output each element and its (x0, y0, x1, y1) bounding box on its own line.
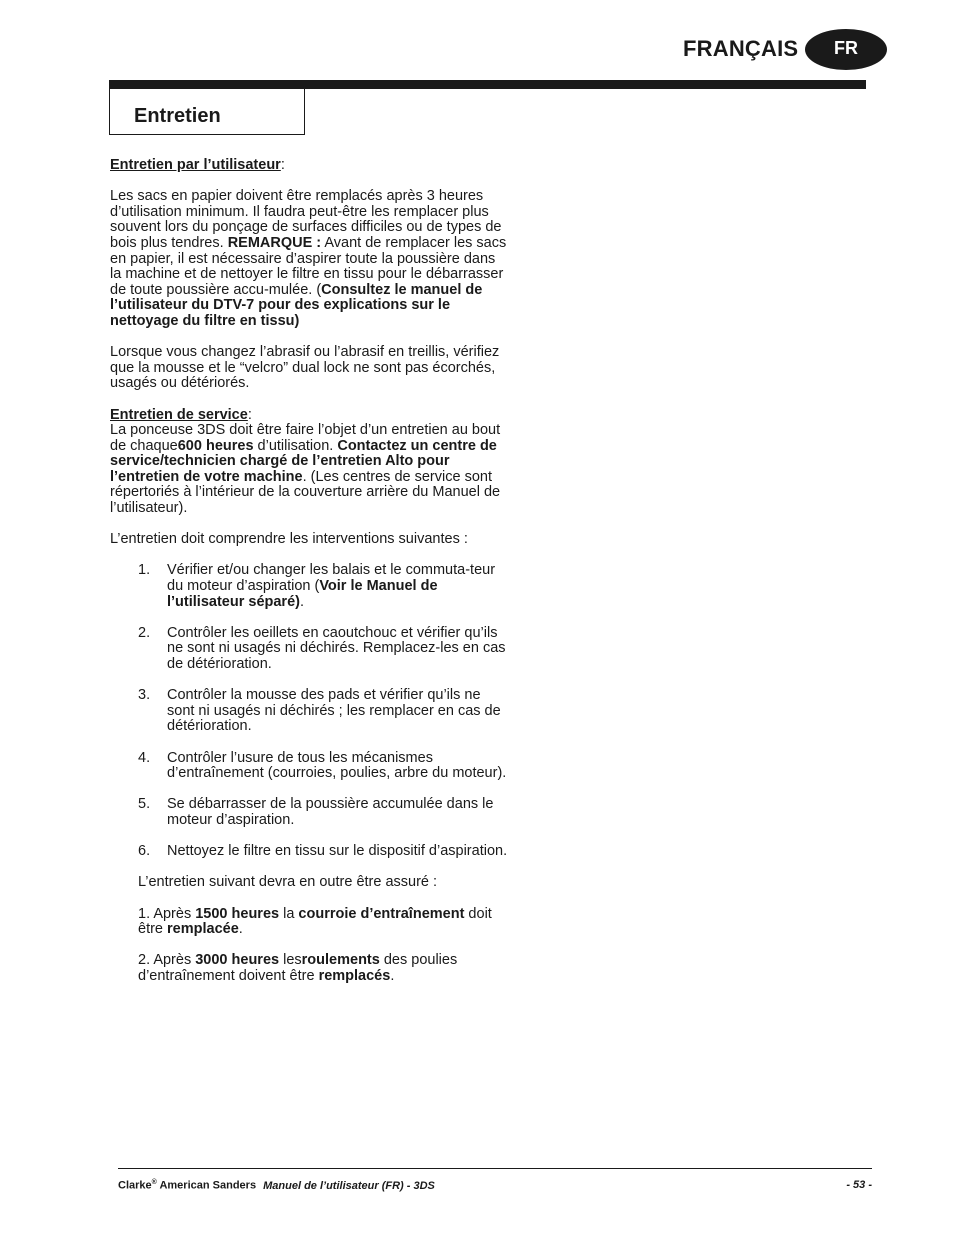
service-paragraph (110, 423, 510, 517)
content-column (110, 158, 510, 1000)
list-item-text: Contrôler les oeillets en caoutchouc et vérifier qu’ils ne sont ni usagés ni déchirés. Remplacez-les en cas de détérioration. (167, 624, 506, 672)
service-hours: 600 heures (177, 437, 254, 454)
service-maintenance-heading: Entretien de service (110, 406, 248, 423)
service-text-2: d’utilisation. (253, 437, 338, 454)
list-item-text: Contrôler l’usure de tous les mécanismes d’entraînement (courroies, poulies, arbre du moteur). (167, 749, 507, 782)
service-text-3: . (Les centres de service sont répertoriés à l’intérieur de la couverture arrière du Manuel de l’utilisateur). (110, 468, 501, 517)
list-item (110, 563, 510, 610)
footer-rule (118, 1168, 872, 1169)
footer-company: American Sanders (156, 1179, 257, 1192)
list-item-text: Vérifier et/ou changer les balais et le commuta-teur du moteur d’aspiration ( (167, 562, 496, 595)
paper-bags-text-2: Avant de remplacer les sacs en papier, il est nécessaire d’aspirer toute la poussière dans la machine et de nettoyer le filtre en tissu pour le débarrasser de toute poussière accu-mulée. ( (110, 234, 507, 298)
list-item-number: 4. (138, 749, 151, 766)
language-label: FRANÇAIS (683, 36, 799, 61)
footer-brand: Clarke (118, 1179, 152, 1192)
language-badge: FR (805, 29, 887, 70)
list-item (110, 797, 510, 828)
list-item-number: 5. (138, 796, 151, 813)
list-item (110, 626, 510, 673)
list-item-number: 2. (138, 624, 151, 641)
list-item-text: Se débarrasser de la poussière accumulée dans le moteur d’aspiration. (167, 796, 494, 828)
additional-intro: L’entretien suivant devra en outre être assuré : (138, 874, 438, 891)
remarque-label: REMARQUE : (227, 234, 322, 251)
additional-item-2: 2. Après 3000 heures lesroulements des poulies d’entraînement doivent être remplacés. (138, 952, 458, 984)
footer-manual-title: Manuel de l’utilisateur (FR) - 3DS (263, 1179, 435, 1192)
list-item-number: 6. (138, 843, 151, 860)
list-item-number: 1. (138, 562, 151, 579)
task-list (110, 563, 510, 859)
footer (118, 1179, 872, 1192)
dtv7-reference: Consultez le manuel de l’utilisateur du DTV-7 pour des explications sur le nettoyage du filtre en tissu) (110, 281, 483, 329)
list-item-number: 3. (138, 687, 151, 704)
service-contact: Contactez un centre de service/technicien chargé de l’entretien Alto pour l’entretien de votre machine (110, 437, 497, 485)
paper-bags-paragraph (110, 189, 510, 329)
section-title: Entretien (134, 105, 221, 127)
page-number: - 53 - (846, 1179, 872, 1191)
additional-item-1: 1. Après 1500 heures la courroie d’entraînement doit être remplacée. (138, 905, 492, 938)
user-maintenance-heading-line: Entretien par l’utilisateur: (110, 157, 285, 173)
service-maintenance-heading-line: Entretien de service: (110, 406, 252, 423)
paper-bags-text: Les sacs en papier doivent être remplacés après 3 heures d’utilisation minimum. Il faudra peut-être les remplacer plus souvent lors du ponçage de surfaces difficiles ou de types de bois plus tendres. (110, 188, 502, 251)
list-item (110, 844, 510, 860)
section-title-box (109, 88, 305, 135)
abrasive-paragraph: Lorsque vous changez l’abrasif ou l’abrasif en treillis, vérifiez que la mousse et le “velcro” dual lock ne sont pas écorchés, usagés ou détériorés. (110, 344, 500, 392)
service-intro: L’entretien doit comprendre les interventions suivantes : (110, 531, 468, 548)
list-item-bold: Voir le Manuel de l’utilisateur séparé) (167, 578, 438, 610)
list-item-text: Nettoyez le filtre en tissu sur le dispositif d’aspiration. (167, 843, 508, 860)
list-item-tail: . (299, 593, 304, 610)
service-text: La ponceuse 3DS doit être faire l’objet d’un entretien au bout de chaque (110, 422, 501, 454)
user-maintenance-heading: Entretien par l’utilisateur (110, 157, 281, 173)
list-item (110, 751, 510, 782)
list-item (110, 688, 510, 735)
list-item-text: Contrôler la mousse des pads et vérifier qu’ils ne sont ni usagés ni déchirés ; les remplacer en cas de détérioration. (167, 687, 501, 735)
registered-mark: ® (151, 1179, 157, 1186)
